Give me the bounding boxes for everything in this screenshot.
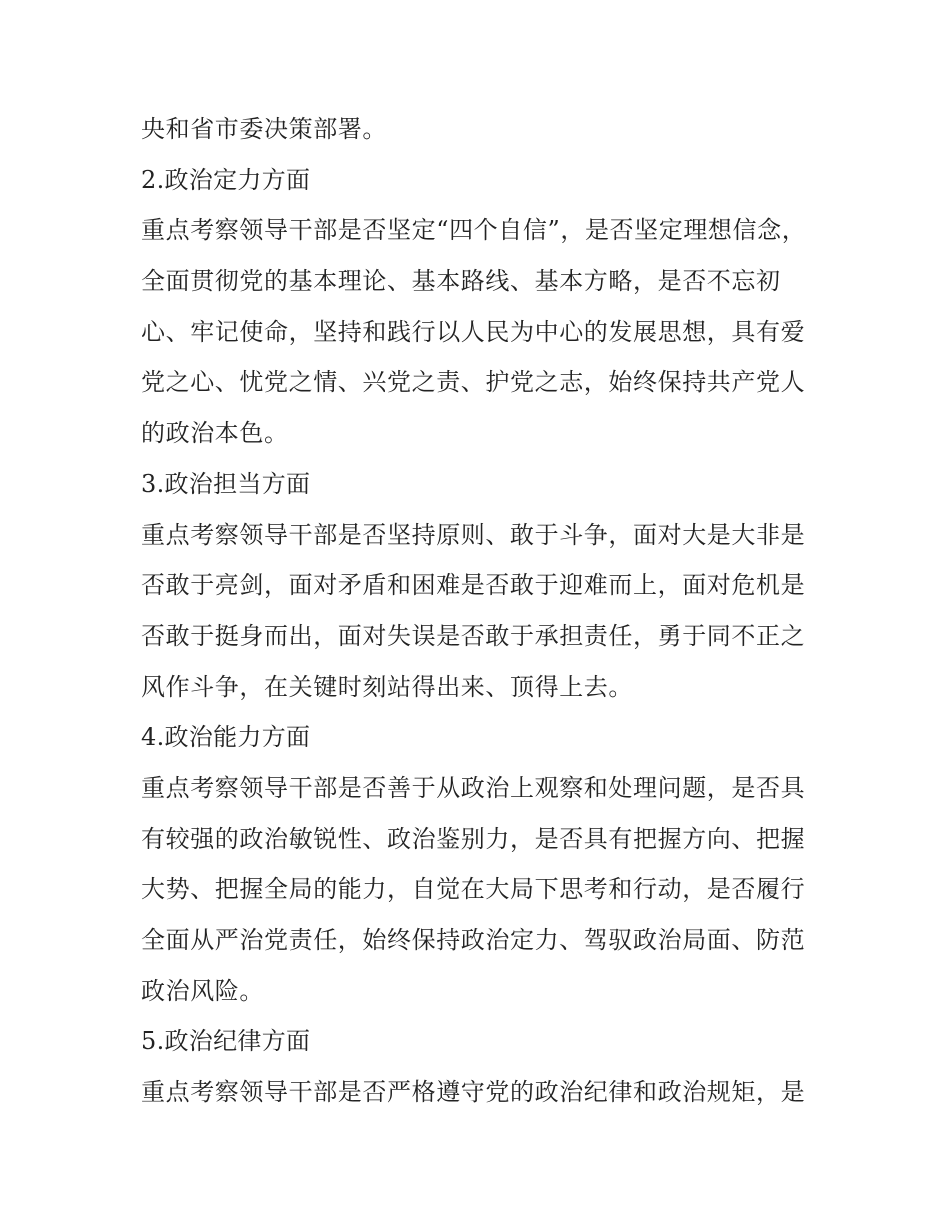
paragraph-line: 否敢于亮剑，面对矛盾和困难是否敢于迎难而上，面对危机是 — [141, 571, 806, 600]
document-body — [141, 104, 813, 1118]
paragraph-line: 心、牢记使命，坚持和践行以人民为中心的发展思想，具有爱 — [141, 317, 806, 346]
paragraph-line: 大势、把握全局的能力，自觉在大局下思考和行动，是否履行 — [141, 875, 806, 904]
paragraph-line: 重点考察领导干部是否严格遵守党的政治纪律和政治规矩，是 — [141, 1078, 806, 1107]
paragraph-line: 风作斗争，在关键时刻站得出来、顶得上去。 — [141, 672, 633, 701]
paragraph-line: 全面从严治党责任，始终保持政治定力、驾驭政治局面、防范 — [141, 926, 806, 954]
paragraph-line: 重点考察领导干部是否善于从政治上观察和处理问题，是否具 — [141, 773, 806, 802]
paragraph-line: 否敢于挺身而出，面对失误是否敢于承担责任，勇于同不正之 — [141, 621, 806, 650]
paragraph-line: 有较强的政治敏锐性、政治鉴别力，是否具有把握方向、把握 — [141, 824, 806, 853]
paragraph-line: 全面贯彻党的基本理论、基本路线、基本方略，是否不忘初 — [141, 267, 781, 296]
paragraph-line: 政治风险。 — [141, 976, 264, 1005]
paragraph-line: 重点考察领导干部是否坚持原则、敢于斗争，面对大是大非是 — [141, 520, 806, 549]
paragraph-line: 党之心、忧党之情、兴党之责、护党之志，始终保持共产党人 — [141, 368, 806, 397]
section-heading: 2.政治定力方面 — [141, 165, 311, 194]
section-heading: 5.政治纪律方面 — [141, 1027, 311, 1056]
paragraph-line: 重点考察领导干部是否坚定“四个自信”，是否坚定理想信念， — [141, 216, 807, 245]
paragraph-line: 央和省市委决策部署。 — [141, 115, 387, 143]
section-heading: 3.政治担当方面 — [141, 469, 311, 498]
section-heading: 4.政治能力方面 — [141, 723, 311, 752]
paragraph-line: 的政治本色。 — [141, 419, 289, 448]
